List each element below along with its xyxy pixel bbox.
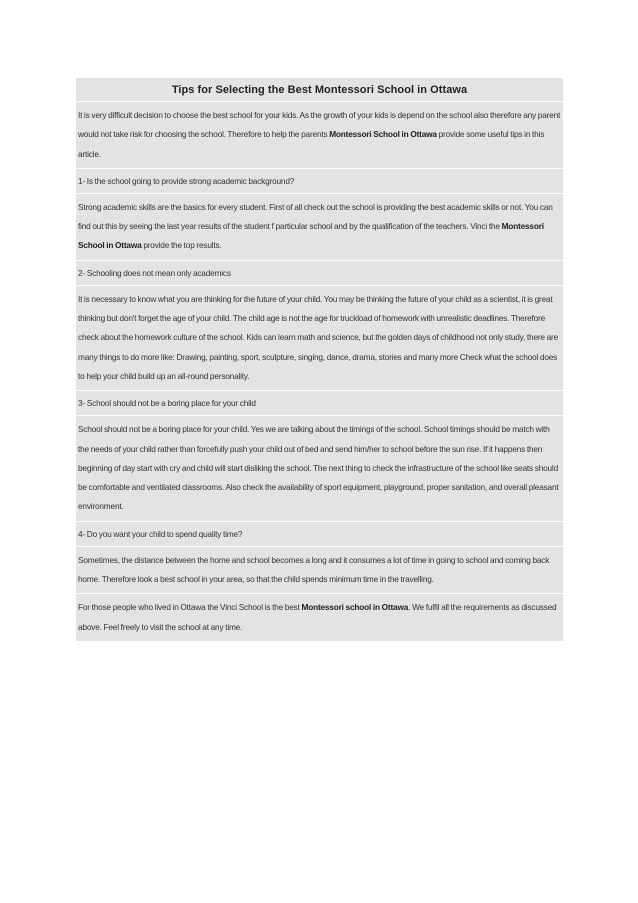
document: [76, 78, 563, 642]
intro-text-2: provide some useful tips in this article.: [78, 129, 545, 159]
closing-keyword: Montessori school in Ottawa: [301, 602, 409, 613]
closing-block: [76, 594, 563, 642]
intro-paragraph: [76, 102, 563, 168]
section-4-body-block: [76, 547, 563, 595]
closing-text-1: For those people who lived in Ottawa the Vinci School is the best: [78, 602, 302, 613]
section-1-text-2: provide the top results.: [141, 240, 222, 251]
section-1-keyword: Montessori School in Ottawa: [78, 221, 544, 251]
intro-keyword: Montessori School in Ottawa: [329, 129, 437, 140]
intro-text-1: It is very difficult decision to choose the best school for your kids. As the growth of your kids is depend on the school also therefore any parent would not take risk for choosing the school. Therefore to help the parents: [78, 110, 561, 140]
section-4-heading-block: [76, 522, 563, 547]
section-1-body-block: [76, 194, 563, 261]
intro-block: [76, 102, 563, 169]
closing-paragraph: [76, 594, 563, 641]
section-3-paragraph: School should not be a boring place for your child. Yes we are talking about the timings of the school. School timings should be match with the needs of your child rather than forcefully push your child out of bed and send him/her to school before the sun rise. If it happens then beginning of day start with cry and child will start disliking the school. The next thing to check the infrastructure of the school like seats should be comfortable and ventilated classrooms. Also check the availability of sport equipment, playground, proper sanitation, and overall pleasant environment.: [78, 424, 559, 512]
section-4-heading: 4- Do you want your child to spend quality time?: [78, 528, 243, 539]
section-1-heading: 1- Is the school going to provide strong academic background?: [78, 175, 295, 186]
section-2-heading-block: [76, 261, 563, 286]
section-1-paragraph: [76, 194, 563, 260]
section-2-paragraph: It is necessary to know what you are thinking for the future of your child. You may be thinking the future of your child as a scientist, it is great thinking but don't forget the age of your child. The child age is not the age for truckload of homework with unrealistic deadlines. Therefore check about the homework culture of the school. Kids can learn math and science, but the golden days of childhood not only study, there are many things to do more like: Drawing, painting, sport, sculpture, singing, dance, drama, stories and many more Check what the school does to help your child build up an all-round personality.: [78, 293, 559, 381]
section-2-body-block: [76, 286, 563, 391]
closing-text-2: . We fulfil all the requirements as discussed above. Feel freely to visit the school at any time.: [78, 602, 557, 632]
section-3-heading-block: [76, 391, 563, 416]
document-title: Tips for Selecting the Best Montessori School in Ottawa: [171, 83, 468, 96]
section-3-body-block: [76, 416, 563, 521]
title-block: [76, 78, 563, 102]
section-4-paragraph: Sometimes, the distance between the home and school becomes a long and it consumes a lot of time in going to school and coming back home. Therefore look a best school in your area, so that the child spends minimum time in the travelling.: [78, 554, 550, 585]
section-3-heading: 3- School should not be a boring place for your child: [78, 398, 256, 409]
section-1-text-1: Strong academic skills are the basics for every student. First of all check out the school is providing the best academic skills or not. You can find out this by seeing the last year results of the student f particular school and by the qualification of the teachers. Vinci the: [78, 201, 553, 232]
section-2-heading: 2- Schooling does not mean only academics: [78, 267, 231, 278]
section-1-heading-block: [76, 169, 563, 194]
